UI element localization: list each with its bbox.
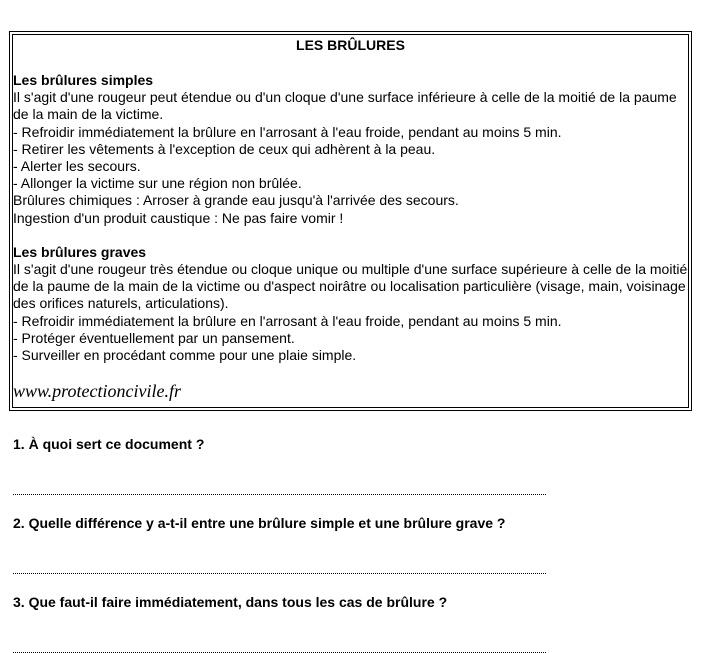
step-grave: - Protéger éventuellement par un pansement.: [13, 329, 295, 346]
question-text: 1. À quoi sert ce document ?: [13, 436, 205, 452]
step-grave: - Surveiller en procédant comme pour une plaie simple.: [13, 347, 357, 364]
description-simple: Il s'agit d'une rougeur peut étendue ou d'un cloque d'une surface inférieure à celle de la moitié de la paume de la main de la victime.: [13, 89, 677, 123]
section-simple-burns: [13, 72, 688, 227]
step-simple: - Alerter les secours.: [13, 158, 141, 175]
section-grave-burns: [13, 244, 688, 364]
question-block: [13, 594, 573, 653]
question-block: [13, 515, 573, 574]
step-simple: - Retirer les vêtements à l'exception de ceux qui adhèrent à la peau.: [13, 140, 436, 157]
document-frame: [9, 31, 692, 411]
section-heading-simple: Les brûlures simples: [13, 72, 154, 88]
source-url: www.protectioncivile.fr: [13, 381, 181, 402]
answer-line[interactable]: [13, 572, 546, 574]
chemical-burns-note: Brûlures chimiques : Arroser à grande eau jusqu'à l'arrivée des secours.: [13, 192, 459, 209]
question-block: [13, 436, 573, 495]
section-heading-grave: Les brûlures graves: [13, 243, 147, 260]
step-simple: - Allonger la victime sur une région non brûlée.: [13, 175, 302, 192]
answer-line[interactable]: [13, 493, 546, 495]
document-content: [12, 34, 689, 408]
step-grave: - Refroidir immédiatement la brûlure en l'arrosant à l'eau froide, pendant au moins 5 min.: [13, 312, 562, 329]
step-simple: - Refroidir immédiatement la brûlure en l'arrosant à l'eau froide, pendant au moins 5 min.: [13, 123, 562, 140]
question-text: 2. Quelle différence y a-t-il entre une brûlure simple et une brûlure grave ?: [13, 515, 506, 531]
questions-section: [13, 436, 573, 653]
document-title: LES BRÛLURES: [296, 37, 405, 53]
description-grave: Il s'agit d'une rougeur très étendue ou cloque unique ou multiple d'une surface supérieure à celle de la moitié de la paume de la main de la victime ou d'aspect noirâtre ou localisation particulière (visage, main, voisinage des orifices naturels, articulations).: [13, 261, 688, 312]
question-text: 3. Que faut-il faire immédiatement, dans tous les cas de brûlure ?: [13, 594, 448, 610]
ingestion-note: Ingestion d'un produit caustique : Ne pas faire vomir !: [13, 209, 344, 226]
